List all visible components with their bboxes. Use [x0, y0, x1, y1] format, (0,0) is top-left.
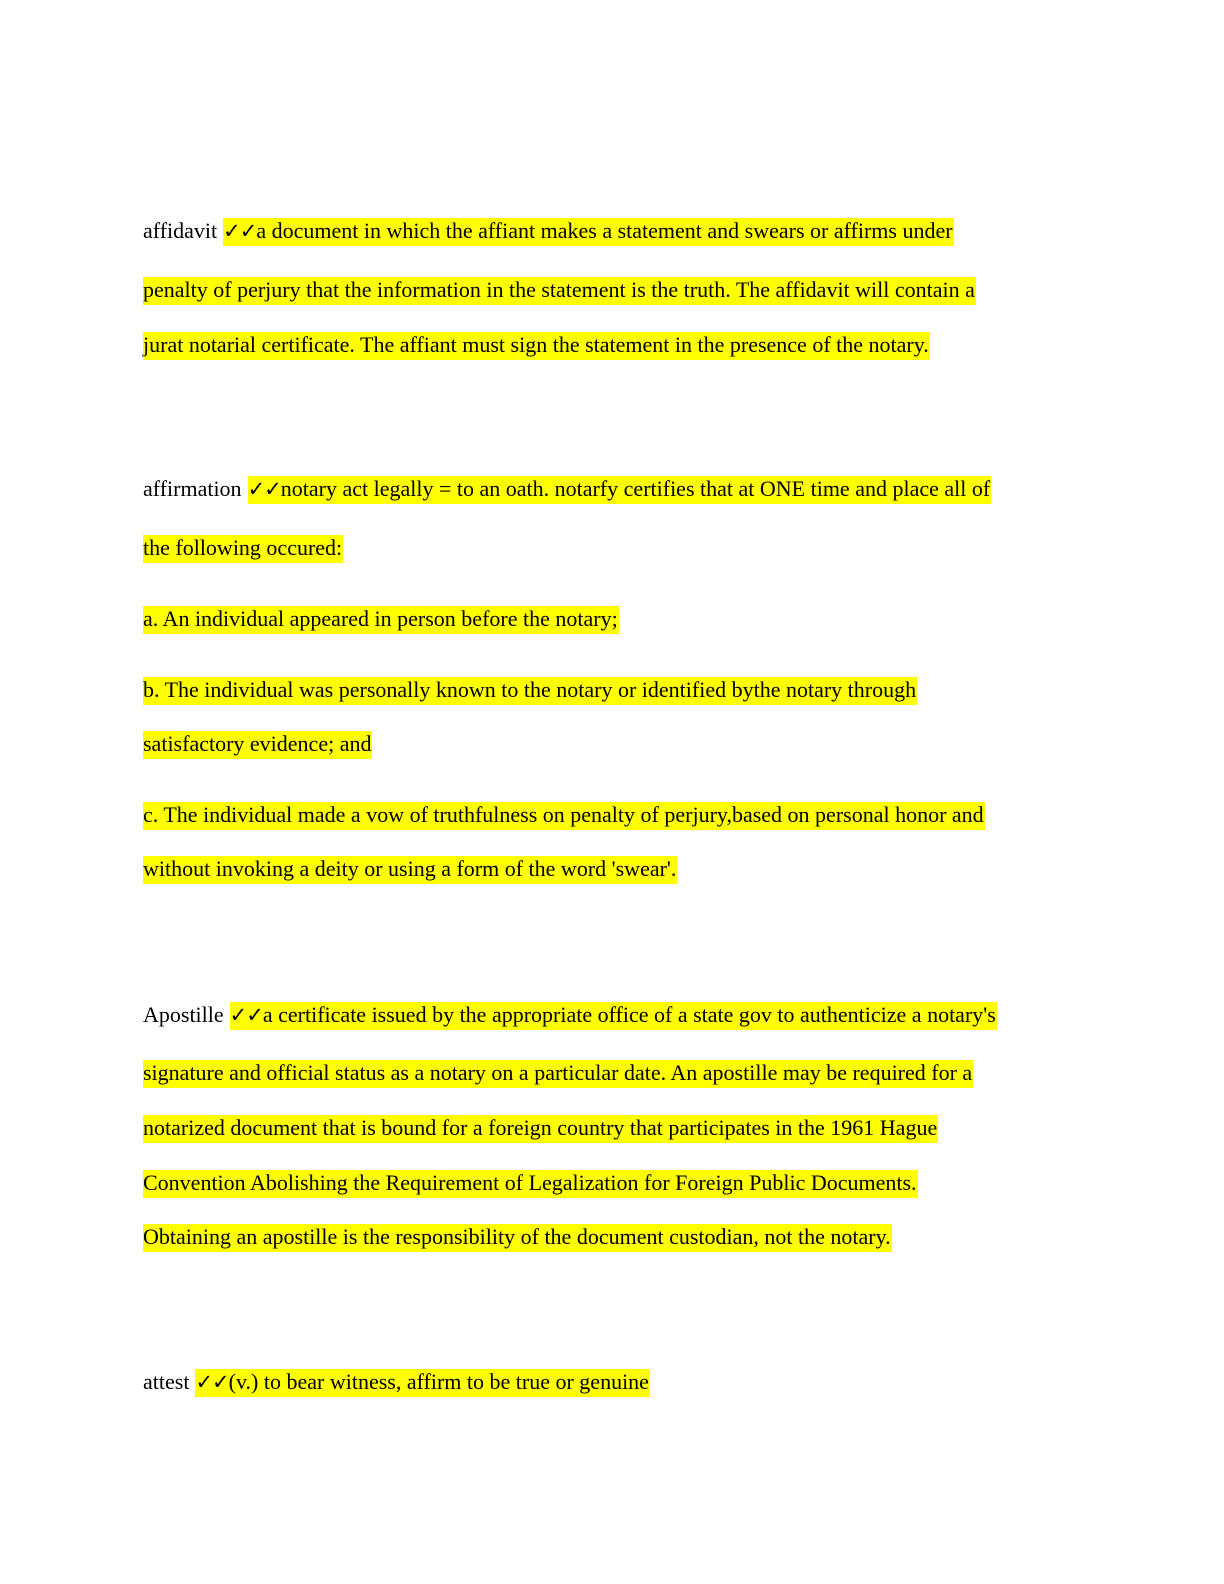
entry-affidavit-line-3 [143, 328, 930, 362]
definition-text: notary act legally = to an oath. notarfy certifies that at ONE time and place all of [280, 476, 991, 501]
definition-text: (v.) to bear witness, affirm to be true or genuine [228, 1369, 649, 1394]
double-check-icon: ✓✓ [247, 477, 281, 501]
entry-affirmation-line-2 [143, 531, 343, 565]
entry-affirmation-item-a [143, 602, 619, 636]
entry-apostille-line-5 [143, 1220, 892, 1254]
entry-apostille-line-1 [143, 998, 997, 1032]
double-check-icon: ✓✓ [195, 1370, 229, 1394]
entry-affidavit-line-2 [143, 273, 976, 307]
definition-text: Obtaining an apostille is the responsibility of the document custodian, not the notary. [143, 1224, 892, 1252]
entry-affirmation-item-b-1 [143, 673, 917, 707]
definition-text: notarized document that is bound for a foreign country that participates in the 1961 Hague [143, 1115, 938, 1143]
term-affidavit: affidavit [143, 218, 218, 243]
definition-text: jurat notarial certificate. The affiant must sign the statement in the presence of the notary. [143, 332, 930, 360]
double-check-icon: ✓✓ [229, 1003, 263, 1027]
definition-text: Convention Abolishing the Requirement of Legalization for Foreign Public Documents. [143, 1170, 918, 1198]
entry-apostille-line-2 [143, 1056, 973, 1090]
definition-text: signature and official status as a notary on a particular date. An apostille may be required for a [143, 1060, 973, 1088]
term-attest: attest [143, 1369, 190, 1394]
term-affirmation: affirmation [143, 476, 242, 501]
entry-affirmation-item-c-1 [143, 798, 985, 832]
definition-text: a document in which the affiant makes a statement and swears or affirms under [256, 218, 953, 243]
entry-attest-line-1 [143, 1365, 650, 1399]
double-check-icon: ✓✓ [223, 219, 257, 243]
definition-text: the following occured: [143, 535, 343, 563]
definition-text: satisfactory evidence; and [143, 731, 372, 759]
definition-text: a. An individual appeared in person before the notary; [143, 606, 619, 634]
entry-apostille-line-3 [143, 1111, 938, 1145]
definition-text: b. The individual was personally known to the notary or identified bythe notary through [143, 677, 917, 705]
definition-text: penalty of perjury that the information in the statement is the truth. The affidavit will contain a [143, 277, 976, 305]
entry-affirmation-line-1 [143, 472, 991, 506]
term-apostille: Apostille [143, 1002, 224, 1027]
entry-affidavit-line-1 [143, 214, 954, 248]
entry-affirmation-item-b-2 [143, 727, 372, 761]
entry-apostille-line-4 [143, 1166, 918, 1200]
definition-text: a certificate issued by the appropriate office of a state gov to authenticize a notary's [262, 1002, 996, 1027]
entry-affirmation-item-c-2 [143, 852, 677, 886]
definition-text: without invoking a deity or using a form of the word 'swear'. [143, 856, 677, 884]
definition-text: c. The individual made a vow of truthfulness on penalty of perjury,based on personal honor and [143, 802, 985, 830]
